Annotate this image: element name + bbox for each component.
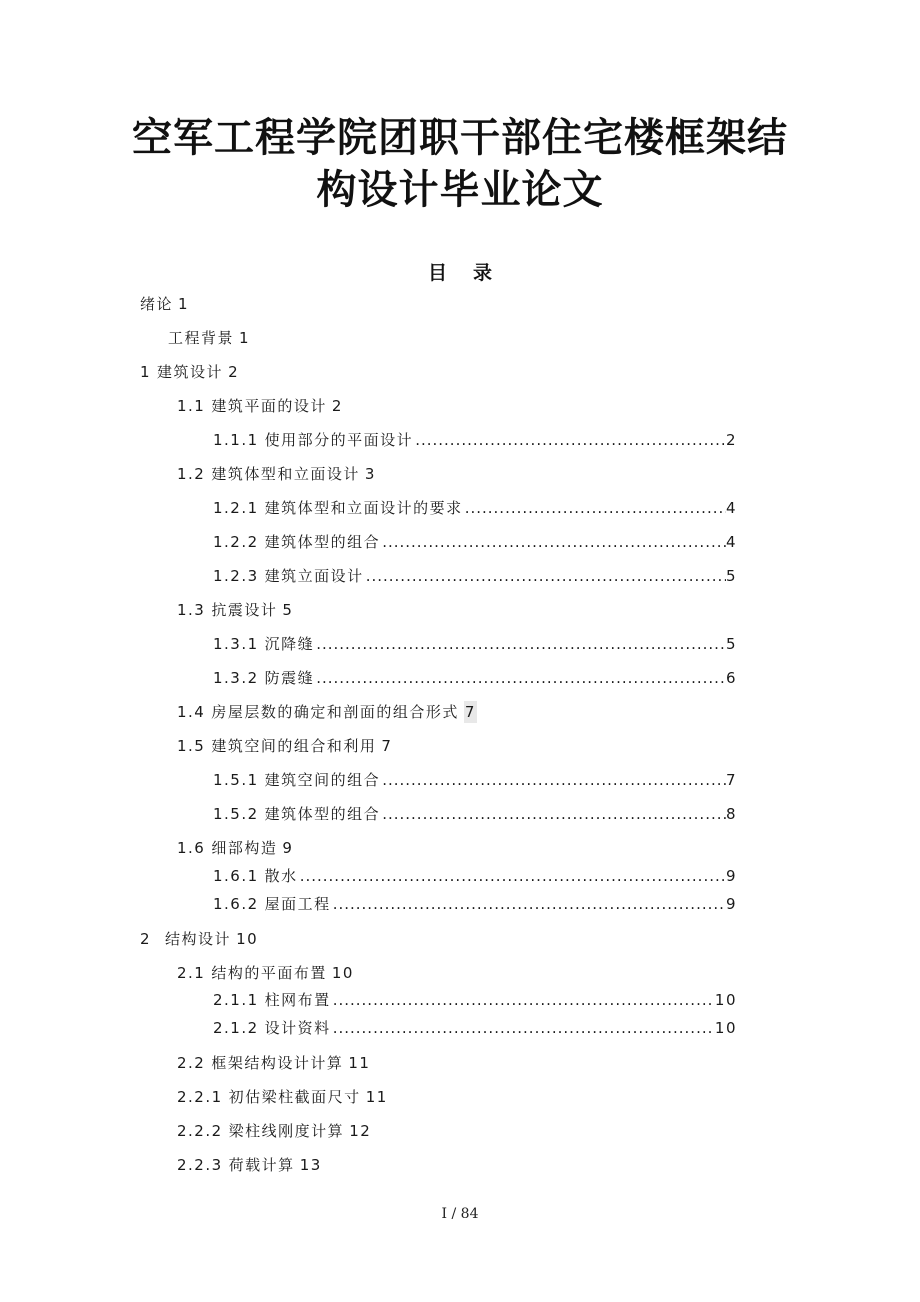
toc-entry-title: 框架结构设计计算 bbox=[211, 1054, 344, 1072]
toc-entry-number: 1.2.1 bbox=[213, 499, 259, 517]
toc-entry-title: 建筑体型的组合 bbox=[264, 805, 381, 823]
toc-entry-page-number: 1 bbox=[178, 295, 190, 313]
toc-entry[interactable] bbox=[177, 1086, 388, 1108]
toc-entry-page-number: 10 bbox=[714, 991, 737, 1009]
toc-entry-number: 1.1.1 bbox=[213, 431, 259, 449]
toc-entry-page-number: 13 bbox=[299, 1156, 322, 1174]
toc-entry[interactable] bbox=[177, 1154, 322, 1176]
toc-entry-page-number: 3 bbox=[364, 465, 376, 483]
toc-entry-title: 设计资料 bbox=[264, 1019, 331, 1037]
toc-entry-page-number: 2 bbox=[331, 397, 343, 415]
toc-entry-page-number: 10 bbox=[236, 930, 259, 948]
toc-entry-page-number: 5 bbox=[725, 635, 737, 653]
toc-entry[interactable] bbox=[213, 769, 737, 791]
toc-entry[interactable] bbox=[213, 893, 737, 915]
toc-dot-leader bbox=[364, 565, 726, 587]
toc-entry[interactable] bbox=[213, 633, 737, 655]
toc-entry-page-number: 7 bbox=[725, 771, 737, 789]
toc-entry[interactable] bbox=[177, 1120, 371, 1142]
toc-entry-title: 结构的平面布置 bbox=[211, 964, 327, 982]
toc-entry[interactable] bbox=[177, 701, 477, 723]
toc-entry-number: 1.5 bbox=[177, 737, 206, 755]
toc-entry[interactable] bbox=[140, 361, 239, 383]
toc-entry-number: 1.2.2 bbox=[213, 533, 259, 551]
toc-entry[interactable] bbox=[213, 1017, 737, 1039]
toc-dot-leader bbox=[380, 769, 726, 791]
toc-entry[interactable] bbox=[213, 989, 737, 1011]
toc-entry[interactable] bbox=[177, 1052, 370, 1074]
toc-entry-title: 梁柱线刚度计算 bbox=[228, 1122, 345, 1140]
toc-entry-number: 2.2.2 bbox=[177, 1122, 223, 1140]
toc-dot-leader bbox=[314, 667, 726, 689]
toc-entry-page-number: 7 bbox=[381, 737, 393, 755]
toc-entry-number: 1.1 bbox=[177, 397, 206, 415]
toc-entry-number: 2.1 bbox=[177, 964, 206, 982]
toc-entry-page-number: 1 bbox=[239, 329, 251, 347]
toc-entry-number: 2.2 bbox=[177, 1054, 206, 1072]
toc-dot-leader bbox=[331, 1017, 715, 1039]
toc-dot-leader bbox=[314, 633, 726, 655]
toc-entry-title: 建筑体型和立面设计的要求 bbox=[264, 499, 463, 517]
toc-entry-title: 建筑设计 bbox=[157, 363, 224, 381]
toc-entry-title: 细部构造 bbox=[211, 839, 278, 857]
toc-entry-title: 柱网布置 bbox=[264, 991, 331, 1009]
toc-entry-number: 1.2.3 bbox=[213, 567, 259, 585]
toc-entry-number: 1.3.2 bbox=[213, 669, 259, 687]
toc-entry-number: 1.4 bbox=[177, 703, 206, 721]
toc-entry-title: 建筑空间的组合 bbox=[264, 771, 381, 789]
toc-entry-title: 结构设计 bbox=[165, 930, 232, 948]
toc-entry-number: 1.6.1 bbox=[213, 867, 259, 885]
toc-entry[interactable] bbox=[177, 962, 354, 984]
toc-entry[interactable] bbox=[213, 497, 737, 519]
toc-entry-title: 散水 bbox=[264, 867, 298, 885]
toc-entry-page-number: 5 bbox=[282, 601, 294, 619]
toc-entry-page-number: 8 bbox=[725, 805, 737, 823]
toc-entry-title: 沉降缝 bbox=[264, 635, 315, 653]
toc-dot-leader bbox=[413, 429, 726, 451]
toc-entry[interactable] bbox=[177, 735, 392, 757]
document-title-line-1: 空军工程学院团职干部住宅楼框架结 bbox=[132, 114, 788, 161]
toc-entry-title: 建筑平面的设计 bbox=[211, 397, 327, 415]
document-title-line-2: 构设计毕业论文 bbox=[316, 166, 604, 213]
toc-entry-number: 1 bbox=[140, 363, 152, 381]
toc-entry-number: 2.1.1 bbox=[213, 991, 259, 1009]
toc-entry-title: 使用部分的平面设计 bbox=[264, 431, 414, 449]
toc-entry-title: 建筑体型和立面设计 bbox=[211, 465, 360, 483]
toc-entry-page-number: 9 bbox=[725, 867, 737, 885]
toc-dot-leader bbox=[331, 893, 726, 915]
toc-entry[interactable] bbox=[213, 565, 737, 587]
toc-entry-title: 初估梁柱截面尺寸 bbox=[228, 1088, 361, 1106]
toc-entry[interactable] bbox=[177, 599, 293, 621]
toc-entry[interactable] bbox=[177, 463, 376, 485]
toc-entry[interactable] bbox=[213, 667, 737, 689]
toc-entry-number: 1.3.1 bbox=[213, 635, 259, 653]
toc-entry-number: 1.5.2 bbox=[213, 805, 259, 823]
toc-entry-page-number: 4 bbox=[725, 499, 737, 517]
toc-entry[interactable] bbox=[140, 293, 189, 315]
page-number-footer: I / 84 bbox=[441, 1206, 479, 1222]
toc-entry-page-number: 9 bbox=[282, 839, 294, 857]
toc-entry-number: 1.2 bbox=[177, 465, 206, 483]
toc-heading: 目录 bbox=[427, 262, 518, 284]
toc-entry-number: 1.5.1 bbox=[213, 771, 259, 789]
toc-entry-title: 房屋层数的确定和剖面的组合形式 bbox=[211, 703, 459, 721]
toc-entry-number: 1.6.2 bbox=[213, 895, 259, 913]
toc-entry-title: 防震缝 bbox=[264, 669, 315, 687]
toc-entry-number: 2.1.2 bbox=[213, 1019, 259, 1037]
toc-entry-number: 1.3 bbox=[177, 601, 206, 619]
toc-entry-number: 1.6 bbox=[177, 839, 206, 857]
toc-entry-title: 建筑体型的组合 bbox=[264, 533, 381, 551]
toc-entry[interactable] bbox=[177, 837, 293, 859]
toc-entry-title: 建筑空间的组合和利用 bbox=[211, 737, 377, 755]
toc-entry-number: 2.2.3 bbox=[177, 1156, 223, 1174]
toc-entry-page-number: 2 bbox=[228, 363, 240, 381]
toc-entry[interactable] bbox=[213, 803, 737, 825]
toc-entry[interactable] bbox=[168, 327, 250, 349]
toc-entry-page-number: 12 bbox=[349, 1122, 372, 1140]
toc-entry-page-number: 11 bbox=[348, 1054, 371, 1072]
toc-dot-leader bbox=[298, 865, 726, 887]
toc-entry[interactable] bbox=[177, 395, 343, 417]
toc-entry[interactable] bbox=[140, 928, 258, 950]
toc-dot-leader bbox=[463, 497, 726, 519]
toc-entry[interactable] bbox=[213, 865, 737, 887]
toc-entry[interactable] bbox=[213, 429, 737, 451]
toc-entry-page-number: 7 bbox=[464, 703, 476, 721]
toc-entry-page-number: 5 bbox=[725, 567, 737, 585]
toc-entry-page-number: 11 bbox=[365, 1088, 388, 1106]
toc-entry-number: 2.2.1 bbox=[177, 1088, 223, 1106]
toc-entry[interactable] bbox=[213, 531, 737, 553]
toc-entry-number: 2 bbox=[140, 930, 152, 948]
toc-entry-title: 绪论 bbox=[140, 295, 174, 313]
toc-entry-title: 建筑立面设计 bbox=[264, 567, 364, 585]
toc-dot-leader bbox=[331, 989, 715, 1011]
toc-entry-page-number: 9 bbox=[725, 895, 737, 913]
toc-entry-page-number: 10 bbox=[331, 964, 354, 982]
toc-entry-page-number: 4 bbox=[725, 533, 737, 551]
toc-entry-page-number: 6 bbox=[725, 669, 737, 687]
toc-dot-leader bbox=[380, 531, 726, 553]
toc-dot-leader bbox=[380, 803, 726, 825]
toc-entry-title: 工程背景 bbox=[168, 329, 235, 347]
toc-entry-title: 屋面工程 bbox=[264, 895, 331, 913]
toc-entry-page-number: 2 bbox=[725, 431, 737, 449]
toc-entry-title: 荷载计算 bbox=[228, 1156, 295, 1174]
toc-entry-page-number: 10 bbox=[714, 1019, 737, 1037]
toc-entry-title: 抗震设计 bbox=[211, 601, 278, 619]
